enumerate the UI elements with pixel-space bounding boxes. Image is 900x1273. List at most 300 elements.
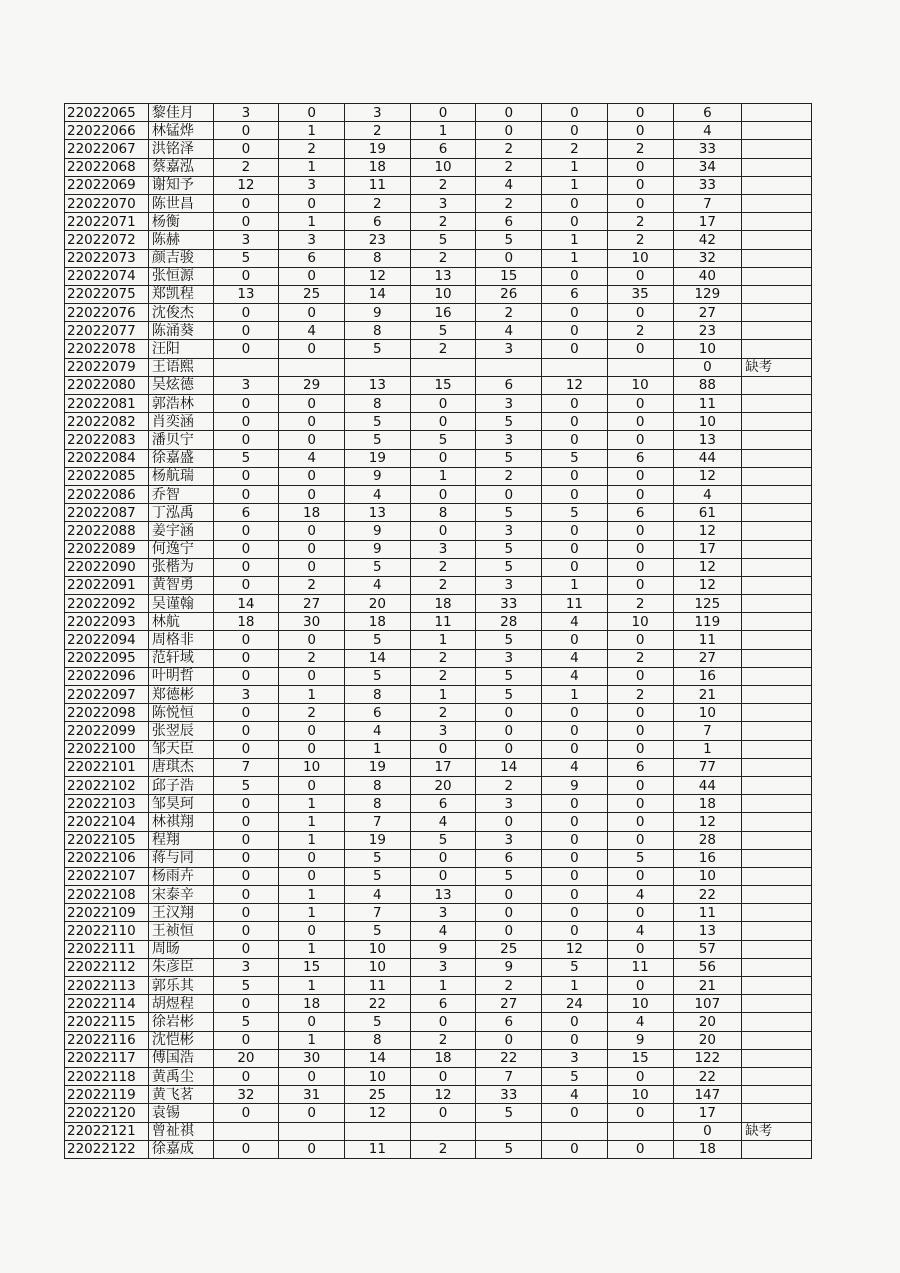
- score-cell-1: 0: [213, 704, 279, 722]
- score-cell-7: 0: [607, 940, 673, 958]
- score-cell-6: 1: [542, 231, 608, 249]
- score-cell-2: 18: [279, 995, 345, 1013]
- student-id-cell: 22022096: [65, 667, 149, 685]
- student-name-cell: 沈俊杰: [148, 304, 213, 322]
- student-id-cell: 22022116: [65, 1031, 149, 1049]
- score-cell-7: 2: [607, 595, 673, 613]
- score-cell-4: 1: [410, 977, 476, 995]
- score-cell-5: 2: [476, 776, 542, 794]
- score-cell-1: 0: [213, 722, 279, 740]
- student-name-cell: 黄禹尘: [148, 1067, 213, 1085]
- score-cell-2: 29: [279, 376, 345, 394]
- score-cell-5: 26: [476, 285, 542, 303]
- score-cell-5: 0: [476, 922, 542, 940]
- score-cell-5: 27: [476, 995, 542, 1013]
- score-cell-2: 0: [279, 776, 345, 794]
- remark-cell: [742, 122, 812, 140]
- score-cell-5: 2: [476, 304, 542, 322]
- score-cell-2: 3: [279, 176, 345, 194]
- remark-cell: [742, 558, 812, 576]
- score-cell-6: 0: [542, 522, 608, 540]
- score-cell-4: 0: [410, 1013, 476, 1031]
- score-cell-4: [410, 1122, 476, 1140]
- score-cell-1: 0: [213, 340, 279, 358]
- score-cell-4: 0: [410, 395, 476, 413]
- score-cell-7: 0: [607, 1140, 673, 1158]
- score-cell-7: 2: [607, 322, 673, 340]
- score-cell-6: 0: [542, 813, 608, 831]
- score-cell-3: 13: [344, 504, 410, 522]
- score-cell-2: 4: [279, 449, 345, 467]
- score-cell-3: 2: [344, 122, 410, 140]
- score-table: [64, 103, 812, 1159]
- remark-cell: [742, 613, 812, 631]
- score-cell-5: 5: [476, 413, 542, 431]
- score-cell-6: 4: [542, 758, 608, 776]
- score-cell-4: 11: [410, 613, 476, 631]
- table-row: [65, 413, 812, 431]
- score-cell-2: 4: [279, 322, 345, 340]
- score-cell-5: 5: [476, 231, 542, 249]
- table-row: [65, 158, 812, 176]
- score-cell-7: 10: [607, 1086, 673, 1104]
- score-cell-4: 0: [410, 740, 476, 758]
- score-cell-4: 1: [410, 686, 476, 704]
- score-cell-4: 0: [410, 522, 476, 540]
- table-row: [65, 813, 812, 831]
- score-cell-1: 2: [213, 158, 279, 176]
- remark-cell: [742, 631, 812, 649]
- student-id-cell: 22022089: [65, 540, 149, 558]
- student-name-cell: 吴谨翰: [148, 595, 213, 613]
- score-cell-2: 1: [279, 213, 345, 231]
- score-cell-5: 15: [476, 267, 542, 285]
- table-row: [65, 395, 812, 413]
- total-score-cell: 0: [673, 358, 742, 376]
- score-cell-7: 0: [607, 795, 673, 813]
- student-name-cell: 周旸: [148, 940, 213, 958]
- table-row: [65, 649, 812, 667]
- table-row: [65, 267, 812, 285]
- score-cell-7: 10: [607, 995, 673, 1013]
- total-score-cell: 11: [673, 631, 742, 649]
- score-cell-2: 0: [279, 485, 345, 503]
- score-cell-5: 2: [476, 194, 542, 212]
- score-cell-3: 8: [344, 395, 410, 413]
- score-cell-1: 3: [213, 231, 279, 249]
- total-score-cell: 42: [673, 231, 742, 249]
- student-id-cell: 22022076: [65, 304, 149, 322]
- total-score-cell: 57: [673, 940, 742, 958]
- score-cell-3: 18: [344, 613, 410, 631]
- remark-cell: 缺考: [742, 1122, 812, 1140]
- score-cell-1: 5: [213, 1013, 279, 1031]
- score-cell-4: 2: [410, 704, 476, 722]
- score-cell-5: 0: [476, 886, 542, 904]
- score-cell-2: 18: [279, 504, 345, 522]
- student-id-cell: 22022095: [65, 649, 149, 667]
- student-name-cell: 徐嘉盛: [148, 449, 213, 467]
- score-cell-4: 10: [410, 158, 476, 176]
- score-cell-2: 0: [279, 867, 345, 885]
- total-score-cell: 61: [673, 504, 742, 522]
- score-cell-1: 0: [213, 576, 279, 594]
- score-cell-4: 6: [410, 995, 476, 1013]
- score-cell-5: 4: [476, 322, 542, 340]
- total-score-cell: 0: [673, 1122, 742, 1140]
- total-score-cell: 20: [673, 1031, 742, 1049]
- table-row: [65, 886, 812, 904]
- total-score-cell: 12: [673, 813, 742, 831]
- score-cell-3: 19: [344, 140, 410, 158]
- score-cell-2: 0: [279, 558, 345, 576]
- score-cell-2: 0: [279, 194, 345, 212]
- score-cell-6: 12: [542, 376, 608, 394]
- score-cell-6: 9: [542, 776, 608, 794]
- table-row: [65, 613, 812, 631]
- score-cell-5: 3: [476, 431, 542, 449]
- score-cell-2: 0: [279, 267, 345, 285]
- score-cell-4: 0: [410, 867, 476, 885]
- table-row: [65, 686, 812, 704]
- score-cell-3: 5: [344, 667, 410, 685]
- total-score-cell: 17: [673, 213, 742, 231]
- remark-cell: [742, 1049, 812, 1067]
- student-id-cell: 22022084: [65, 449, 149, 467]
- score-cell-6: 1: [542, 686, 608, 704]
- score-cell-1: 0: [213, 213, 279, 231]
- student-id-cell: 22022099: [65, 722, 149, 740]
- score-cell-7: 0: [607, 194, 673, 212]
- score-cell-7: 0: [607, 467, 673, 485]
- score-cell-7: 0: [607, 522, 673, 540]
- score-cell-5: [476, 1122, 542, 1140]
- score-cell-4: 2: [410, 1031, 476, 1049]
- score-cell-5: 5: [476, 1140, 542, 1158]
- score-cell-3: 9: [344, 540, 410, 558]
- score-cell-3: 5: [344, 558, 410, 576]
- score-cell-5: 6: [476, 376, 542, 394]
- score-cell-6: 0: [542, 213, 608, 231]
- student-name-cell: 蔡嘉泓: [148, 158, 213, 176]
- score-cell-6: 12: [542, 940, 608, 958]
- score-cell-2: 1: [279, 122, 345, 140]
- total-score-cell: 12: [673, 558, 742, 576]
- score-cell-6: 0: [542, 904, 608, 922]
- score-cell-6: 5: [542, 504, 608, 522]
- total-score-cell: 56: [673, 958, 742, 976]
- score-cell-1: 0: [213, 849, 279, 867]
- score-cell-7: 0: [607, 722, 673, 740]
- total-score-cell: 7: [673, 194, 742, 212]
- score-cell-3: 25: [344, 1086, 410, 1104]
- score-cell-5: 33: [476, 1086, 542, 1104]
- score-cell-5: 2: [476, 467, 542, 485]
- score-cell-3: 20: [344, 595, 410, 613]
- score-cell-4: 0: [410, 449, 476, 467]
- score-cell-1: 0: [213, 558, 279, 576]
- score-cell-2: 0: [279, 1013, 345, 1031]
- score-cell-7: 0: [607, 631, 673, 649]
- score-cell-7: 11: [607, 958, 673, 976]
- score-cell-7: 0: [607, 904, 673, 922]
- score-cell-7: 2: [607, 213, 673, 231]
- score-cell-6: 1: [542, 176, 608, 194]
- score-cell-5: 6: [476, 213, 542, 231]
- table-row: [65, 740, 812, 758]
- student-name-cell: 何逸宁: [148, 540, 213, 558]
- remark-cell: [742, 158, 812, 176]
- score-cell-7: 0: [607, 867, 673, 885]
- total-score-cell: 27: [673, 649, 742, 667]
- score-cell-7: 4: [607, 886, 673, 904]
- score-cell-2: 0: [279, 1140, 345, 1158]
- table-row: [65, 995, 812, 1013]
- table-row: [65, 704, 812, 722]
- score-cell-5: 3: [476, 795, 542, 813]
- table-row: [65, 1049, 812, 1067]
- remark-cell: [742, 686, 812, 704]
- score-cell-3: 9: [344, 522, 410, 540]
- remark-cell: [742, 231, 812, 249]
- remark-cell: [742, 249, 812, 267]
- score-cell-2: 1: [279, 813, 345, 831]
- score-cell-4: 5: [410, 322, 476, 340]
- score-cell-3: 6: [344, 213, 410, 231]
- total-score-cell: 11: [673, 395, 742, 413]
- total-score-cell: 10: [673, 867, 742, 885]
- score-cell-4: 3: [410, 904, 476, 922]
- score-cell-7: 0: [607, 1067, 673, 1085]
- score-cell-4: 15: [410, 376, 476, 394]
- score-cell-6: 0: [542, 886, 608, 904]
- remark-cell: [742, 176, 812, 194]
- student-id-cell: 22022108: [65, 886, 149, 904]
- student-name-cell: 袁锡: [148, 1104, 213, 1122]
- table-row: [65, 667, 812, 685]
- remark-cell: [742, 576, 812, 594]
- total-score-cell: 6: [673, 104, 742, 122]
- score-cell-3: 19: [344, 758, 410, 776]
- score-cell-3: 18: [344, 158, 410, 176]
- score-cell-1: 0: [213, 940, 279, 958]
- score-cell-6: 1: [542, 158, 608, 176]
- student-name-cell: 张恒源: [148, 267, 213, 285]
- score-cell-5: 0: [476, 485, 542, 503]
- score-cell-7: 0: [607, 831, 673, 849]
- score-cell-6: 5: [542, 449, 608, 467]
- score-cell-1: 6: [213, 504, 279, 522]
- score-cell-2: 0: [279, 1067, 345, 1085]
- score-cell-6: 0: [542, 340, 608, 358]
- score-cell-3: 5: [344, 922, 410, 940]
- student-name-cell: 肖奕涵: [148, 413, 213, 431]
- remark-cell: [742, 104, 812, 122]
- score-cell-5: 4: [476, 176, 542, 194]
- score-cell-5: 0: [476, 249, 542, 267]
- score-cell-1: 0: [213, 740, 279, 758]
- student-name-cell: 谢知予: [148, 176, 213, 194]
- score-cell-3: 4: [344, 485, 410, 503]
- remark-cell: [742, 449, 812, 467]
- score-cell-5: 2: [476, 977, 542, 995]
- score-cell-2: 1: [279, 1031, 345, 1049]
- score-cell-6: 5: [542, 1067, 608, 1085]
- score-cell-6: [542, 1122, 608, 1140]
- remark-cell: [742, 813, 812, 831]
- score-cell-4: 3: [410, 540, 476, 558]
- remark-cell: [742, 413, 812, 431]
- score-cell-4: 1: [410, 467, 476, 485]
- score-cell-3: 10: [344, 940, 410, 958]
- score-cell-6: 0: [542, 867, 608, 885]
- student-name-cell: 徐岩彬: [148, 1013, 213, 1031]
- remark-cell: [742, 485, 812, 503]
- total-score-cell: 40: [673, 267, 742, 285]
- score-cell-1: 0: [213, 1104, 279, 1122]
- score-cell-5: 3: [476, 340, 542, 358]
- score-cell-5: 22: [476, 1049, 542, 1067]
- score-cell-7: 0: [607, 977, 673, 995]
- score-cell-4: 3: [410, 722, 476, 740]
- score-cell-5: 2: [476, 140, 542, 158]
- score-cell-4: 1: [410, 122, 476, 140]
- score-cell-7: 10: [607, 613, 673, 631]
- score-cell-7: 15: [607, 1049, 673, 1067]
- score-cell-6: 0: [542, 704, 608, 722]
- score-cell-1: 0: [213, 485, 279, 503]
- score-cell-2: 0: [279, 413, 345, 431]
- score-cell-6: 0: [542, 558, 608, 576]
- remark-cell: [742, 722, 812, 740]
- score-cell-3: 4: [344, 886, 410, 904]
- remark-cell: [742, 1140, 812, 1158]
- score-cell-7: 2: [607, 231, 673, 249]
- student-name-cell: 曾祉祺: [148, 1122, 213, 1140]
- table-row: [65, 249, 812, 267]
- remark-cell: [742, 1031, 812, 1049]
- total-score-cell: 147: [673, 1086, 742, 1104]
- score-cell-2: 0: [279, 1104, 345, 1122]
- remark-cell: [742, 667, 812, 685]
- score-cell-3: 3: [344, 104, 410, 122]
- remark-cell: [742, 213, 812, 231]
- student-name-cell: 宋泰辛: [148, 886, 213, 904]
- score-cell-7: 10: [607, 249, 673, 267]
- score-cell-4: 13: [410, 267, 476, 285]
- total-score-cell: 88: [673, 376, 742, 394]
- score-cell-7: [607, 1122, 673, 1140]
- table-row: [65, 958, 812, 976]
- score-cell-2: [279, 1122, 345, 1140]
- student-name-cell: 陈世昌: [148, 194, 213, 212]
- score-cell-1: 0: [213, 431, 279, 449]
- score-cell-1: 0: [213, 886, 279, 904]
- score-cell-7: 0: [607, 813, 673, 831]
- student-id-cell: 22022082: [65, 413, 149, 431]
- student-name-cell: 沈恺彬: [148, 1031, 213, 1049]
- score-cell-3: 11: [344, 977, 410, 995]
- student-id-cell: 22022094: [65, 631, 149, 649]
- score-cell-3: 8: [344, 249, 410, 267]
- score-cell-7: 0: [607, 1104, 673, 1122]
- table-row: [65, 595, 812, 613]
- score-cell-7: 4: [607, 1013, 673, 1031]
- student-id-cell: 22022100: [65, 740, 149, 758]
- score-cell-1: 20: [213, 1049, 279, 1067]
- score-cell-3: 5: [344, 1013, 410, 1031]
- score-cell-2: 0: [279, 104, 345, 122]
- score-cell-5: 6: [476, 1013, 542, 1031]
- score-cell-5: 3: [476, 395, 542, 413]
- score-cell-4: 1: [410, 631, 476, 649]
- total-score-cell: 27: [673, 304, 742, 322]
- score-cell-2: 31: [279, 1086, 345, 1104]
- score-cell-5: 0: [476, 740, 542, 758]
- score-cell-5: 5: [476, 504, 542, 522]
- student-name-cell: 邹昊珂: [148, 795, 213, 813]
- score-cell-5: 0: [476, 813, 542, 831]
- score-cell-3: 11: [344, 1140, 410, 1158]
- remark-cell: [742, 267, 812, 285]
- table-row: [65, 1067, 812, 1085]
- remark-cell: [742, 940, 812, 958]
- score-cell-2: [279, 358, 345, 376]
- score-cell-5: 5: [476, 558, 542, 576]
- score-cell-6: 24: [542, 995, 608, 1013]
- score-cell-4: 4: [410, 922, 476, 940]
- score-cell-6: 3: [542, 1049, 608, 1067]
- total-score-cell: 10: [673, 413, 742, 431]
- score-cell-6: 0: [542, 795, 608, 813]
- score-cell-4: 20: [410, 776, 476, 794]
- student-name-cell: 杨航瑞: [148, 467, 213, 485]
- score-cell-7: 10: [607, 376, 673, 394]
- student-id-cell: 22022106: [65, 849, 149, 867]
- student-id-cell: 22022083: [65, 431, 149, 449]
- table-row: [65, 485, 812, 503]
- score-cell-7: 0: [607, 667, 673, 685]
- score-cell-5: 0: [476, 904, 542, 922]
- score-cell-4: 0: [410, 485, 476, 503]
- score-cell-6: 0: [542, 922, 608, 940]
- student-name-cell: 王语熙: [148, 358, 213, 376]
- score-cell-7: 4: [607, 922, 673, 940]
- student-name-cell: 胡煜程: [148, 995, 213, 1013]
- score-cell-2: 15: [279, 958, 345, 976]
- score-cell-6: 4: [542, 667, 608, 685]
- total-score-cell: 22: [673, 886, 742, 904]
- student-id-cell: 22022097: [65, 686, 149, 704]
- student-name-cell: 张翌辰: [148, 722, 213, 740]
- score-cell-3: 5: [344, 631, 410, 649]
- score-cell-5: 5: [476, 540, 542, 558]
- student-id-cell: 22022118: [65, 1067, 149, 1085]
- remark-cell: [742, 886, 812, 904]
- score-cell-1: 0: [213, 522, 279, 540]
- student-id-cell: 22022067: [65, 140, 149, 158]
- table-row: [65, 576, 812, 594]
- remark-cell: [742, 904, 812, 922]
- score-cell-2: 10: [279, 758, 345, 776]
- score-cell-6: 5: [542, 958, 608, 976]
- table-row: [65, 285, 812, 303]
- score-cell-7: 0: [607, 158, 673, 176]
- student-id-cell: 22022103: [65, 795, 149, 813]
- score-cell-1: 0: [213, 1031, 279, 1049]
- student-id-cell: 22022093: [65, 613, 149, 631]
- student-id-cell: 22022120: [65, 1104, 149, 1122]
